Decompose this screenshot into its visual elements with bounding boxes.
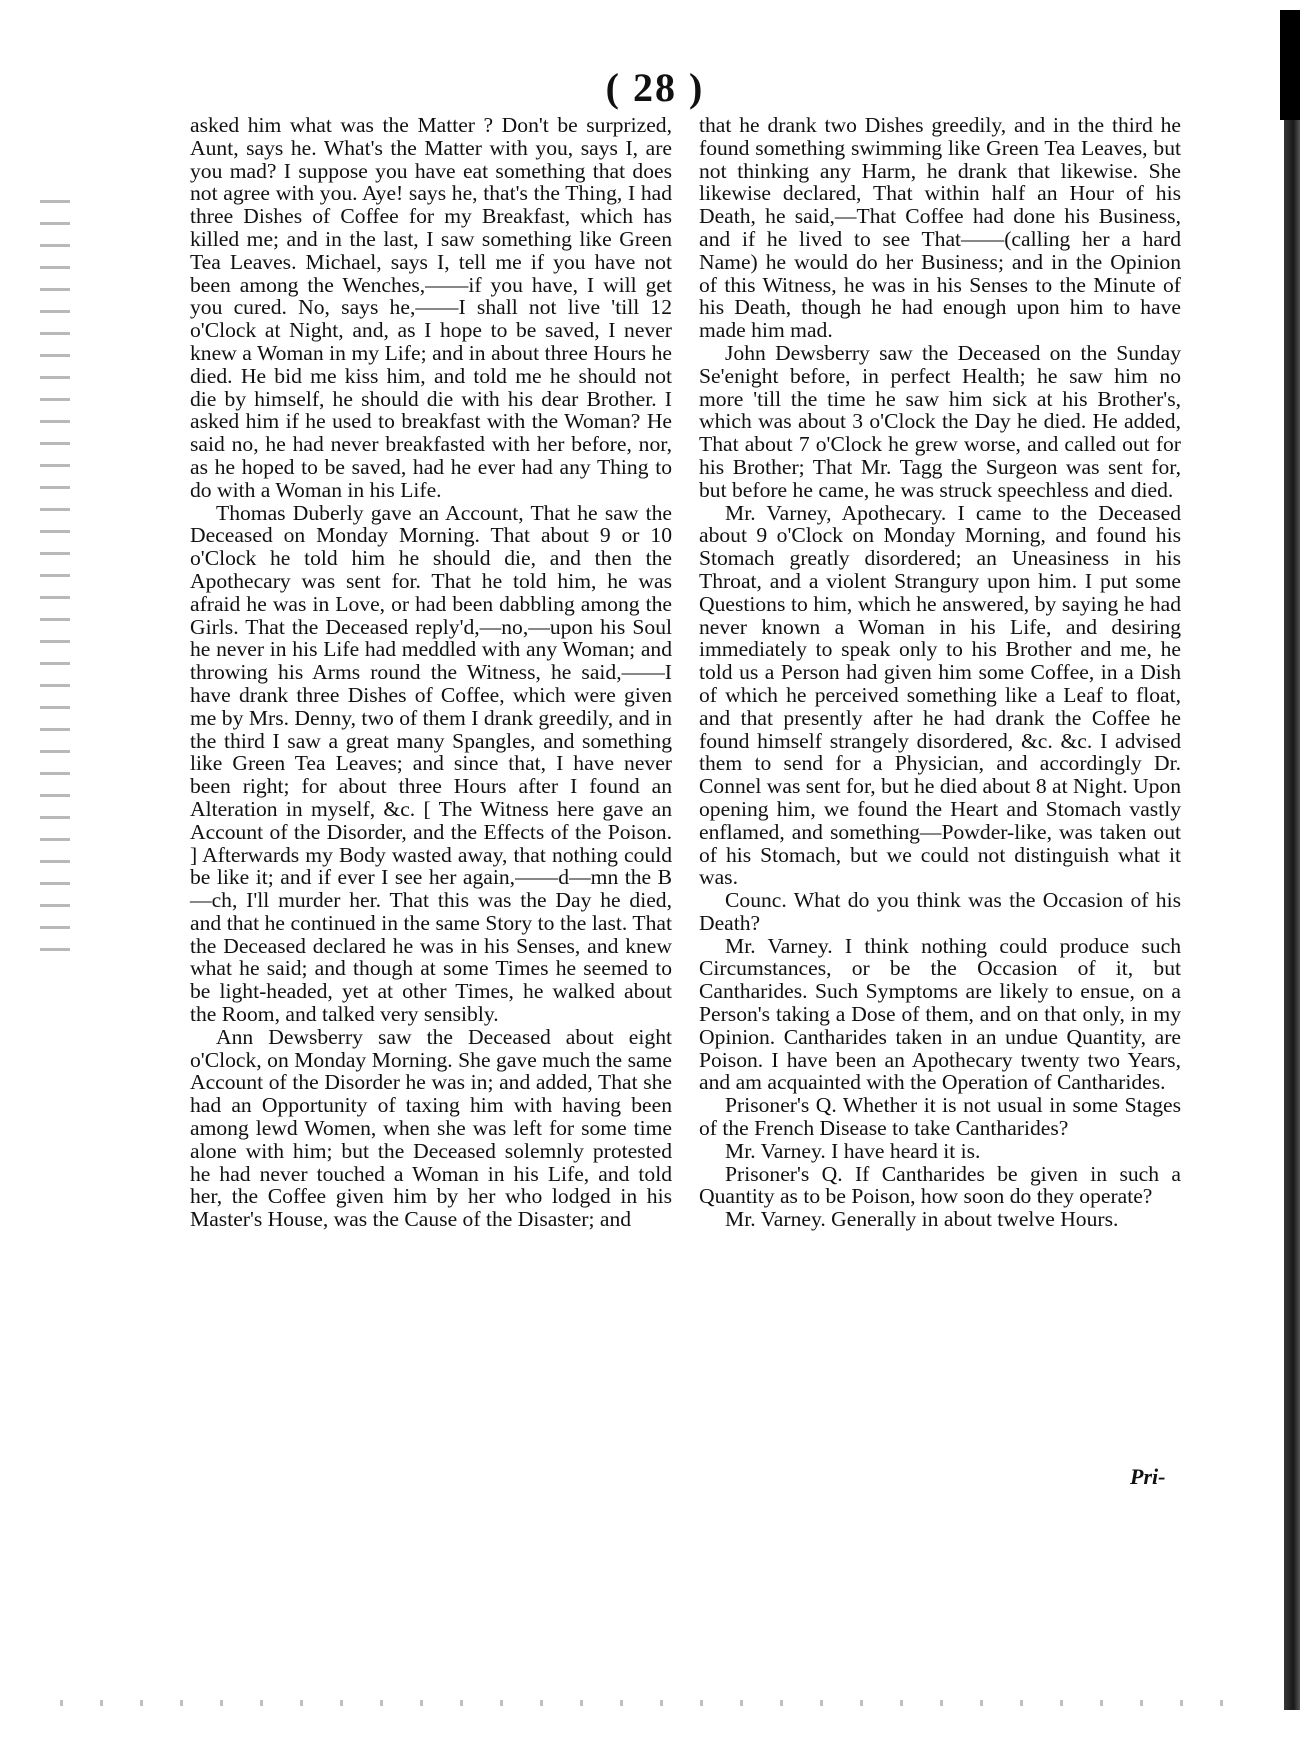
paragraph: Thomas Duberly gave an Account, That he saw the Deceased on Monday Morning. That about 9 or 10 o'Clock he told him he should die, and then the Apothecary was sent for. That he told him, he was afraid he was in Love, or had been dabbling among the Girls. That the Deceased reply'd,—no,—upon his Soul he never in his Life had meddled with any Woman; and throwing his Arms round the Witness, he said,——I have drank three Dishes of Coffee, which were given me by Mrs. Denny, two of them I drank greedily, and in the third I saw a great many Spangles, and something like Green Tea Leaves; and since that, I have never been right; for about three Hours after I found an Alteration in myself, &c. [ The Witness here gave an Account of the Disorder, and the Effects of the Poison. ] Afterwards my Body wasted away, that nothing could be like it; and if ever I see her again,——d—mn the B—ch, I'll murder her. That this was the Day he died, and that he continued in the same Story to the last. That the Deceased declared he was in his Senses, and knew what he said; and though at some Times he seemed to be light-headed, yet at other Times, he walked about the Room, and talked very sensibly. xyxy=(190,500,672,1027)
catchword: Pri- xyxy=(1130,1464,1166,1489)
paragraph: Mr. Varney. Generally in about twelve Hours. xyxy=(725,1207,1119,1232)
left-column xyxy=(190,114,672,1231)
paragraph: Mr. Varney. I think nothing could produce such Circumstances, or be the Occasion of it, but Cantharides. Such Symptoms are likely to ensue, on a Person's taking a Dose of them, and on that only, in my Opinion. Cantharides taken in an undue Quantity, are Poison. I have been an Apothecary twenty two Years, and am acquainted with the Operation of Cantharides. xyxy=(699,933,1181,1095)
right-column xyxy=(699,114,1181,1231)
paragraph: asked him what was the Matter ? Don't be surprized, Aunt, says he. What's the Matter with you, says I, are you mad? I suppose you have eat something that does not agree with you. Aye! says he, that's the Thing, I had three Dishes of Coffee for my Breakfast, which has killed me; and in the last, I saw something like Green Tea Leaves. Michael, says I, tell me if you have not been among the Wenches,——if you have, I will get you cured. No, says he,——I shall not live 'till 12 o'Clock at Night, and, as I hope to be saved, I never knew a Woman in my Life; and in about three Hours he died. He bid me kiss him, and told me he should not die by himself, he should die with his dear Brother. I asked him if he used to breakfast with the Woman? He said no, he had never breakfasted with her before, nor, as he hoped to be saved, had he ever had any Thing to do with a Woman in his Life. xyxy=(190,113,672,502)
paragraph: Ann Dewsberry saw the Deceased about eight o'Clock, on Monday Morning. She gave much the same Account of the Disorder he was in; and added, That she had an Opportunity of taxing him with having been among lewd Women, when she was left for some time alone with him; but the Deceased solemnly protested he had never touched a Woman in his Life, and told her, the Coffee given him by her who lodged in his Master's House, was the Cause of the Disaster; and xyxy=(190,1024,672,1232)
paragraph: John Dewsberry saw the Deceased on the Sunday Se'enight before, in perfect Health; he saw him no more 'till the time he saw him sick at his Brother's, which was about 3 o'Clock the Day he died. He added, That about 7 o'Clock he grew worse, and called out for his Brother; That Mr. Tagg the Surgeon was sent for, but before he came, he was struck speechless and died. xyxy=(699,340,1181,502)
paragraph: Prisoner's Q. Whether it is not usual in some Stages of the French Disease to take Cantharides? xyxy=(699,1093,1181,1141)
scan-margin-noise xyxy=(40,200,70,960)
paragraph: Prisoner's Q. If Cantharides be given in such a Quantity as to be Poison, how soon do they operate? xyxy=(699,1161,1181,1209)
scan-edge-shadow xyxy=(1284,10,1300,1710)
page-number: ( 28 ) xyxy=(605,65,705,110)
paragraph: Mr. Varney, Apothecary. I came to the Deceased about 9 o'Clock on Monday Morning, and found his Stomach greatly disordered; an Uneasiness in his Throat, and a violent Strangury upon him. I put some Questions to him, which he answered, by saying he had never known a Woman in his Life, and desiring immediately to speak only to his Brother and me, he told us a Person had given him some Coffee, in a Dish of which he perceived something like a Leaf to float, and that presently after he had drank the Coffee he found himself strangely disordered, &c. &c. I advised them to send for a Physician, and accordingly Dr. Connel was sent for, but he died about 8 at Night. Upon opening him, we found the Heart and Stomach vastly enflamed, and something—Powder-like, was taken out of his Stomach, but we could not distinguish what it was. xyxy=(699,500,1181,890)
paragraph: Mr. Varney. I have heard it is. xyxy=(725,1138,981,1163)
scan-bottom-noise xyxy=(60,1700,1240,1706)
paragraph: Counc. What do you think was the Occasion of his Death? xyxy=(699,888,1181,935)
paragraph: that he drank two Dishes greedily, and in the third he found something swimming like Green Tea Leaves, but not thinking any Harm, he drank that likewise. She likewise declared, That within half an Hour of his Death, he said,—That Coffee had done his Business, and if he lived to see That——(calling her a hard Name) he would do her Business; and in the Opinion of this Witness, he was in his Senses to the Minute of his Death, though he had enough upon him to have made him mad. xyxy=(699,113,1181,343)
